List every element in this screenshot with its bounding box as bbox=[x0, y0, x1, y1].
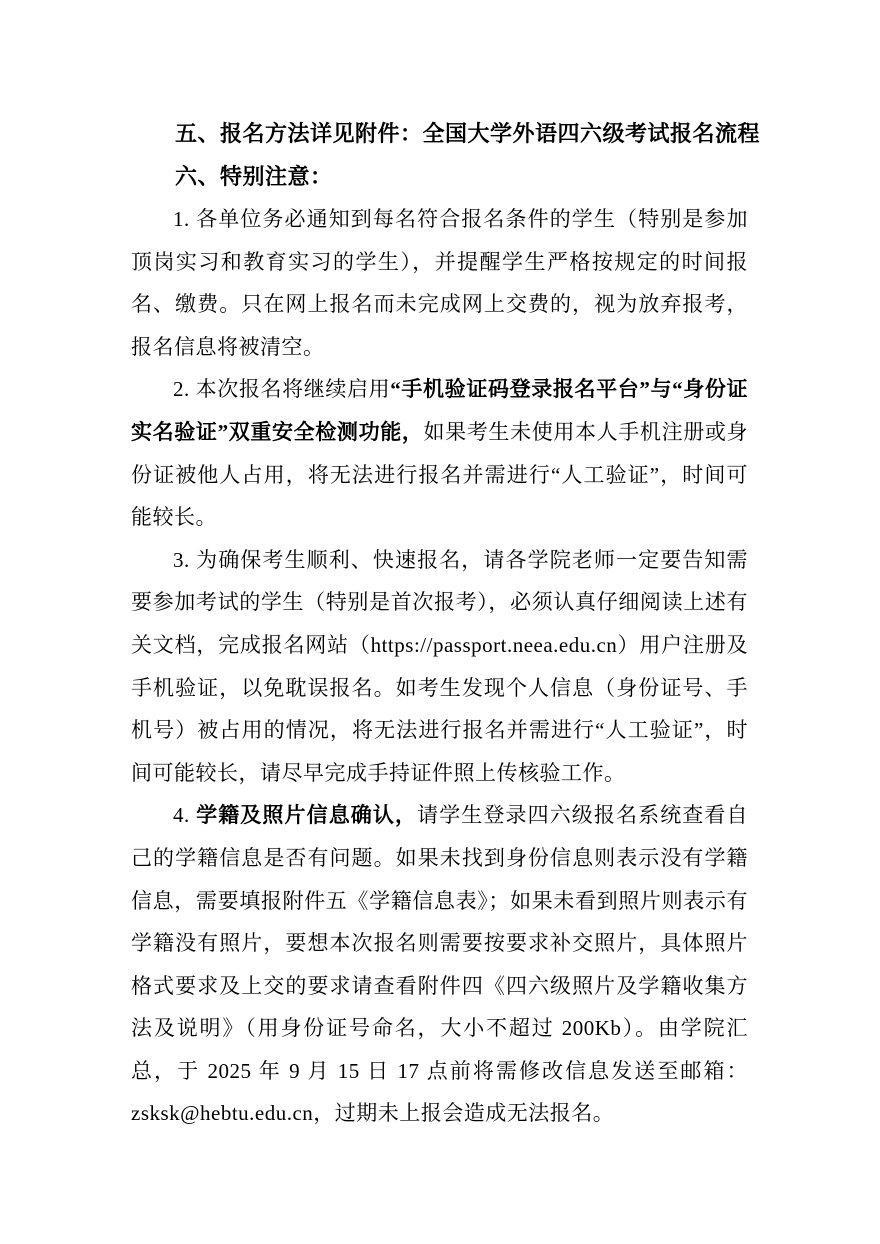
text-run: 请学生登录四六级报名系统查看自己的学籍信息是否有问题。如果未找到身份信息则表示没有学籍信息，需要填报附件五《学籍信息表》；如果未看到照片则表示有学籍没有照片，要想本次报名则需要按要求补交照片，具体照片格式要求及上交的要求请查看附件四《四六级照片及学籍收集方法及说明》（用身份证号命名，大小不超过 200Kb）。由学院汇总，于 2025 年 9 月 15 日 17 点前将需修改信息发送至邮箱：zsksk@hebtu.edu.cn，过期未上报会造成无法报名。 bbox=[131, 803, 749, 1126]
heading-section-5: 五、报名方法详见附件：全国大学外语四六级考试报名流程 bbox=[175, 121, 761, 146]
paragraph bbox=[131, 794, 748, 1135]
text-run: 4. bbox=[173, 803, 197, 828]
text-run: 1. 各单位务必通知到每名符合报名条件的学生（特别是参加顶岗实习和教育实习的学生），并提醒学生严格按规定的时间报名、缴费。只在网上报名而未完成网上交费的，视为放弃报考，报名信息将被清空。 bbox=[131, 207, 748, 359]
text-run: 3. 为确保考生顺利、快速报名，请各学院老师一定要告知需要参加考试的学生（特别是首次报考），必须认真仔细阅读上述有关文档，完成报名网站（https://passport.neea.edu.cn）用户注册及手机验证，以免耽误报名。如考生发现个人信息（身份证号、手机号）被占用的情况，将无法进行报名并需进行“人工验证”，时间可能较长，请尽早完成手持证件照上传核验工作。 bbox=[131, 547, 748, 785]
text-run: 如果考生未使用本人手机注册或身份证被他人占用，将无法进行报名并需进行“人工验证”，时间可能较长。 bbox=[131, 419, 748, 530]
paragraph bbox=[131, 368, 748, 538]
document-body bbox=[131, 198, 748, 1135]
bold-text-run: “手机验证码登录报名平台”与“身份证实名验证”双重安全检测功能， bbox=[131, 377, 748, 444]
paragraph bbox=[131, 539, 748, 795]
text-run: 2. 本次报名将继续启用 bbox=[173, 377, 391, 402]
bold-text-run: 学籍及照片信息确认， bbox=[196, 803, 418, 828]
heading-section-6: 六、特别注意： bbox=[175, 164, 333, 189]
paragraph bbox=[131, 198, 748, 368]
